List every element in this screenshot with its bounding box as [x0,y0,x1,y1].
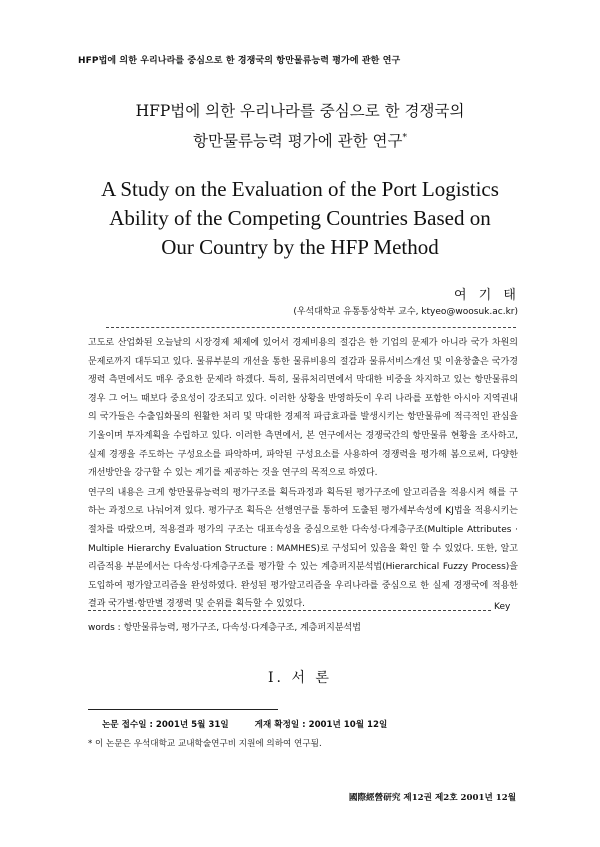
author-name: 여 기 태 [454,288,520,303]
title-korean-line2: 항만물류능력 평가에 관한 연구 [193,132,403,151]
abstract-paragraph-2: 연구의 내용은 크게 항만물류능력의 평가구조를 획득과정과 획득된 평가구조에 알고리즘을 적용시켜 해를 구하는 과정으로 나눠어져 있다. 평가구조 획득은 선행연구를 통하여 도출된 평가세부속성에 KJ법을 적용시키는 절차를 따랐으며, 적용결과 평가의 구조는 대표속성을 중심으로한 다속성·다계층구조(Multiple Attributes · Multiple Hierarchy Evaluation Structure : MAMHES)로 구성되어 있음을 확인 할 수 있었다. 또한, 알고리즘적용 부분에서는 다속성·다계층구조를 평가할 수 있는 계층퍼지분석법(Hierarchical Fuzzy Process)을 도입하여 평가알고리즘을 완성하였다. 완성된 평가알고리즘을 우리나라를 중심으로 한 실제 경쟁국에 적용한 결과 국가별·항만별 경쟁력 및 순위를 획득할 수 있었다. [88,487,518,610]
keywords-rule [88,610,491,611]
title-korean [60,98,540,155]
running-header: HFP법에 의한 우리나라를 중심으로 한 경쟁국의 항만물류능력 평가에 관한 연구 [78,56,401,66]
received-date: 논문 접수일 : 2001년 5월 31일 [102,720,229,730]
footnote-rule [88,709,278,710]
title-footnote-mark: * [402,133,407,143]
abstract-paragraph-1: 고도로 산업화된 오늘날의 시장경제 체제에 있어서 경제비용의 절감은 한 기업의 문제가 아니라 국가 차원의 문제로까지 대두되고 있다. 물류부분의 개선을 통한 물류비용의 절감과 물류서비스개선 및 이윤창출은 국가경쟁력 측면에서도 매우 중요한 문제라 하겠다. 특히, 물류처리면에서 막대한 비중을 차지하고 있는 항만물류의 경우 그 어느 때보다 중요성이 강조되고 있다. 이러한 상황을 반영하듯이 우리 나라를 포함한 아시아 지역권내의 국가들은 수출입화물의 원활한 처리 및 막대한 경제적 파급효과를 발생시키는 항만물류에 적극적인 관심을 기울이며 투자계획을 수립하고 있다. 이러한 측면에서, 본 연구에서는 경쟁국간의 항만물류 현황을 조사하고, 실제 경쟁을 주도하는 구성요소를 파악하며, 파악된 구성요소를 사용하여 경쟁력을 평가해 봄으로써, 다양한 개선방안을 강구할 수 있는 계기를 제공하는 것을 연구의 목적으로 하였다. [88,338,518,479]
accepted-date: 게재 확정일 : 2001년 10월 12일 [254,720,388,730]
title-english-line3: Our Country by the HFP Method [161,235,439,259]
title-english [40,175,560,262]
section-heading: I. 서 론 [268,670,332,686]
keywords-label-key: Key [494,602,511,612]
keywords-line: words : 항만물류능력, 평가구조, 다속성·다계층구조, 계층퍼지분석법 [88,623,361,633]
journal-footer: 國際經營研究 제12권 제2호 2001년 12월 [348,793,516,803]
footnote-dates [102,718,522,730]
title-korean-line2-wrap [60,125,540,155]
title-english-line1: A Study on the Evaluation of the Port Logistics [101,177,499,201]
title-english-line2: Ability of the Competing Countries Based on [109,206,491,230]
footnote-funding-note: * 이 논문은 우석대학교 교내학술연구비 지원에 의하여 연구됨. [88,739,322,749]
title-korean-line1: HFP법에 의한 우리나라를 중심으로 한 경쟁국의 [135,102,465,120]
author-affiliation: (우석대학교 유통통상학부 교수, ktyeo@woosuk.ac.kr) [293,307,518,317]
abstract-top-rule [106,327,516,328]
abstract [88,334,518,614]
